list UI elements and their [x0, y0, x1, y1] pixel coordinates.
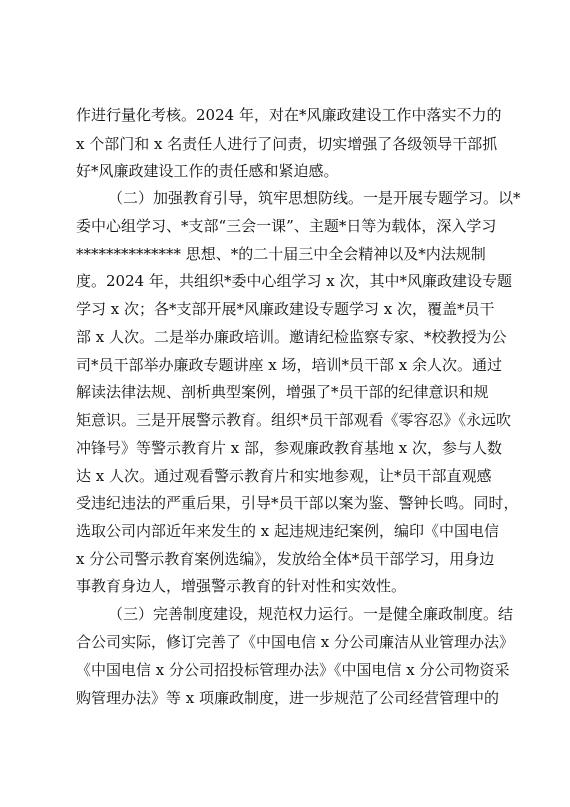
text-line: x 分公司警示教育案例选编》，发放给全体*员干部学习，用身边: [76, 550, 495, 568]
text-line: 冲锋号》等警示教育片 x 部，参观廉政教育基地 x 次，参与人数: [76, 439, 502, 457]
text-line: 《中国电信 x 分公司招投标管理办法》《中国电信 x 分公司物资采: [76, 661, 510, 679]
text-line: 部 x 人次。二是举办廉政培训。邀请纪检监察专家、*校教授为公: [76, 328, 507, 346]
section-heading-line: （二）加强教育引导，筑牢思想防线。一是开展专题学习。以*: [108, 189, 521, 207]
text-line: 好*风廉政建设工作的责任感和紧迫感。: [76, 162, 339, 180]
text-line: 度。2024 年，共组织*委中心组学习 x 次，其中*风廉政建设专题: [76, 272, 512, 290]
text-line: ************** 思想、*的二十届三中全会精神以及*内法规制: [76, 245, 486, 263]
text-line: 司*员干部举办廉政专题讲座 x 场，培训*员干部 x 余人次。通过: [76, 356, 502, 374]
text-line: 委中心组学习、*支部“三会一课”、主题*日等为载体，深入学习: [76, 217, 497, 235]
text-line: 受违纪违法的严重后果，引导*员干部以案为鉴、警钟长鸣。同时，: [76, 494, 519, 512]
section-heading-line: （三）完善制度建设，规范权力运行。一是健全廉政制度。结: [108, 605, 514, 623]
text-line: 解读法律法规、剖析典型案例，增强了*员干部的纪律意识和规: [76, 383, 489, 401]
text-line: 选取公司内部近年来发生的 x 起违规违纪案例，编印《中国电信: [76, 522, 499, 540]
text-line: 达 x 人次。通过观看警示教育片和实地参观，让*员干部直观感: [76, 467, 492, 485]
text-line: 合公司实际，修订完善了《中国电信 x 分公司廉洁从业管理办法》: [76, 633, 514, 651]
text-line: 事教育身边人，增强警示教育的针对性和实效性。: [76, 577, 407, 595]
text-line: 学习 x 次；各*支部开展*风廉政建设专题学习 x 次，覆盖*员干: [76, 300, 495, 318]
text-line: x 个部门和 x 名责任人进行了问责，切实增强了各级领导干部抓: [76, 135, 498, 153]
text-line: 作进行量化考核。2024 年，对在*风廉政建设工作中落实不力的: [76, 106, 502, 124]
text-line: 矩意识。三是开展警示教育。组织*员干部观看《零容忍》《永远吹: [76, 411, 512, 429]
text-line: 购管理办法》等 x 项廉政制度，进一步规范了公司经营管理中的: [76, 689, 499, 707]
